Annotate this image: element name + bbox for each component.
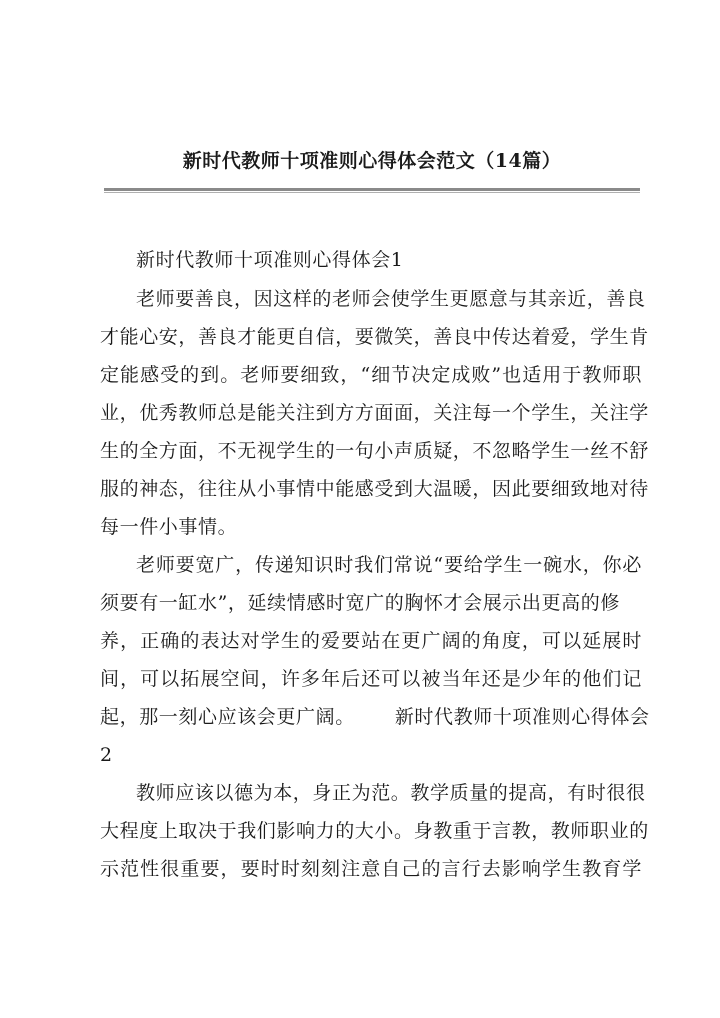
title-rule-thin xyxy=(104,192,640,193)
paragraph-line: 须要有一缸水”，延续情感时宽广的胸怀才会展示出更高的修 xyxy=(100,592,620,614)
section-heading-2: 新时代教师十项准则心得体会 xyxy=(394,706,650,728)
document-title: 新时代教师十项准则心得体会范文（14篇） xyxy=(182,150,562,172)
paragraph-line: 老师要善良，因这样的老师会使学生更愿意与其亲近，善良 xyxy=(136,288,646,310)
section-heading-2-number: 2 xyxy=(100,744,113,766)
paragraph-line: 养，正确的表达对学生的爱要站在更广阔的角度，可以延展时 xyxy=(100,630,642,652)
title-rule xyxy=(104,188,640,191)
paragraph-line: 教师应该以德为本，身正为范。教学质量的提高，有时很很 xyxy=(136,782,646,804)
paragraph-line: 老师要宽广，传递知识时我们常说“要给学生一碗水，你必 xyxy=(136,554,642,576)
paragraph-line: 间，可以拓展空间，许多年后还可以被当年还是少年的他们记 xyxy=(100,668,642,690)
paragraph-line: 服的神态，往往从小事情中能感受到大温暖，因此要细致地对待 xyxy=(100,478,649,500)
paragraph-line: 起，那一刻心应该会更广阔。 xyxy=(100,706,355,728)
paragraph-line: 每一件小事情。 xyxy=(100,516,238,538)
paragraph-line: 定能感受的到。老师要细致，“细节决定成败”也适用于教师职 xyxy=(100,364,642,386)
paragraph-line: 大程度上取决于我们影响力的大小。身教重于言教，教师职业的 xyxy=(100,820,649,842)
paragraph-line-with-heading xyxy=(100,705,650,729)
section-heading-1: 新时代教师十项准则心得体会1 xyxy=(136,249,404,271)
paragraph-line: 生的全方面，不无视学生的一句小声质疑，不忽略学生一丝不舒 xyxy=(100,440,649,462)
paragraph-line: 业，优秀教师总是能关注到方方面面，关注每一个学生，关注学 xyxy=(100,402,649,424)
paragraph-line: 示范性很重要，要时时刻刻注意自己的言行去影响学生教育学 xyxy=(100,858,642,880)
paragraph-line: 才能心安，善良才能更自信，要微笑，善良中传达着爱，学生肯 xyxy=(100,326,649,348)
